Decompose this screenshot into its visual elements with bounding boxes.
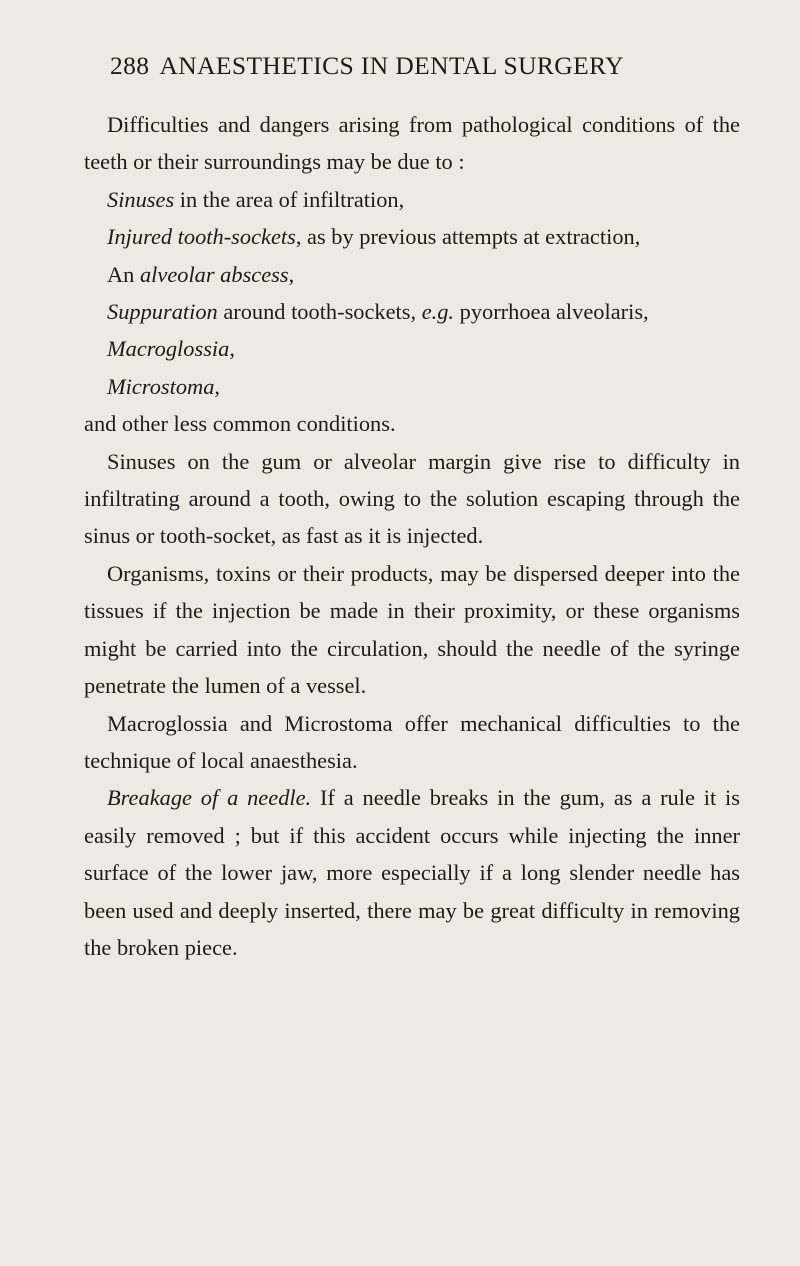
condition-item <box>84 330 740 367</box>
condition-eg: e.g. <box>421 299 455 325</box>
condition-text: , <box>214 373 220 399</box>
conditions-tail: and other less common conditions. <box>84 411 396 437</box>
condition-text: , <box>229 336 235 362</box>
condition-term: alveolar abscess <box>139 261 289 287</box>
condition-text: in the area of infiltration, <box>174 186 405 212</box>
breakage-paragraph <box>84 779 740 966</box>
condition-term: Suppuration <box>107 299 218 325</box>
condition-text: , <box>288 261 295 287</box>
macroglossia-paragraph: Macroglossia and Microstoma offer mechanical difficulties to the technique of local anaesthesia. <box>84 710 740 773</box>
sinuses-paragraph: Sinuses on the gum or alveolar margin give rise to difficulty in infiltrating around a tooth, owing to the solution escaping through the sinus or tooth-socket, as fast as it is injected. <box>84 448 740 549</box>
running-title: ANAESTHETICS IN DENTAL SURGERY <box>159 51 624 80</box>
condition-term: Injured tooth-sockets <box>107 224 296 250</box>
condition-item <box>84 293 740 330</box>
condition-text-2: pyorrhoea alveolaris, <box>454 299 649 325</box>
breakage-heading: Breakage of a needle. <box>107 785 312 811</box>
organisms-paragraph: Organisms, toxins or their products, may be dispersed deeper into the tissues if the injection be made in their proximity, or these organisms might be carried into the circulation, should the needle of the syringe penetrate the lumen of a vessel. <box>84 560 740 699</box>
running-header <box>110 46 740 86</box>
condition-prefix: An <box>107 261 140 287</box>
condition-term: Microstoma <box>107 373 215 399</box>
intro-paragraph: Difficulties and dangers arising from pathological conditions of the teeth or their surroundings may be due to : <box>84 112 740 175</box>
breakage-text: If a needle breaks in the gum, as a rule it is easily removed ; but if this accident occurs while injecting the inner surface of the lower jaw, more especially if a long slender needle has been used and deeply inserted, there may be great difficulty in removing the broken piece. <box>84 785 740 960</box>
condition-text: , as by previous attempts at extraction, <box>295 224 641 250</box>
condition-item <box>84 181 740 218</box>
page-body <box>84 106 740 966</box>
condition-text: around tooth-sockets, <box>217 299 422 325</box>
condition-term: Sinuses <box>107 186 175 212</box>
condition-item <box>84 256 740 293</box>
page-number: 288 <box>110 51 150 80</box>
condition-item <box>84 218 740 255</box>
condition-term: Macroglossia <box>107 336 230 362</box>
condition-item <box>84 368 740 405</box>
